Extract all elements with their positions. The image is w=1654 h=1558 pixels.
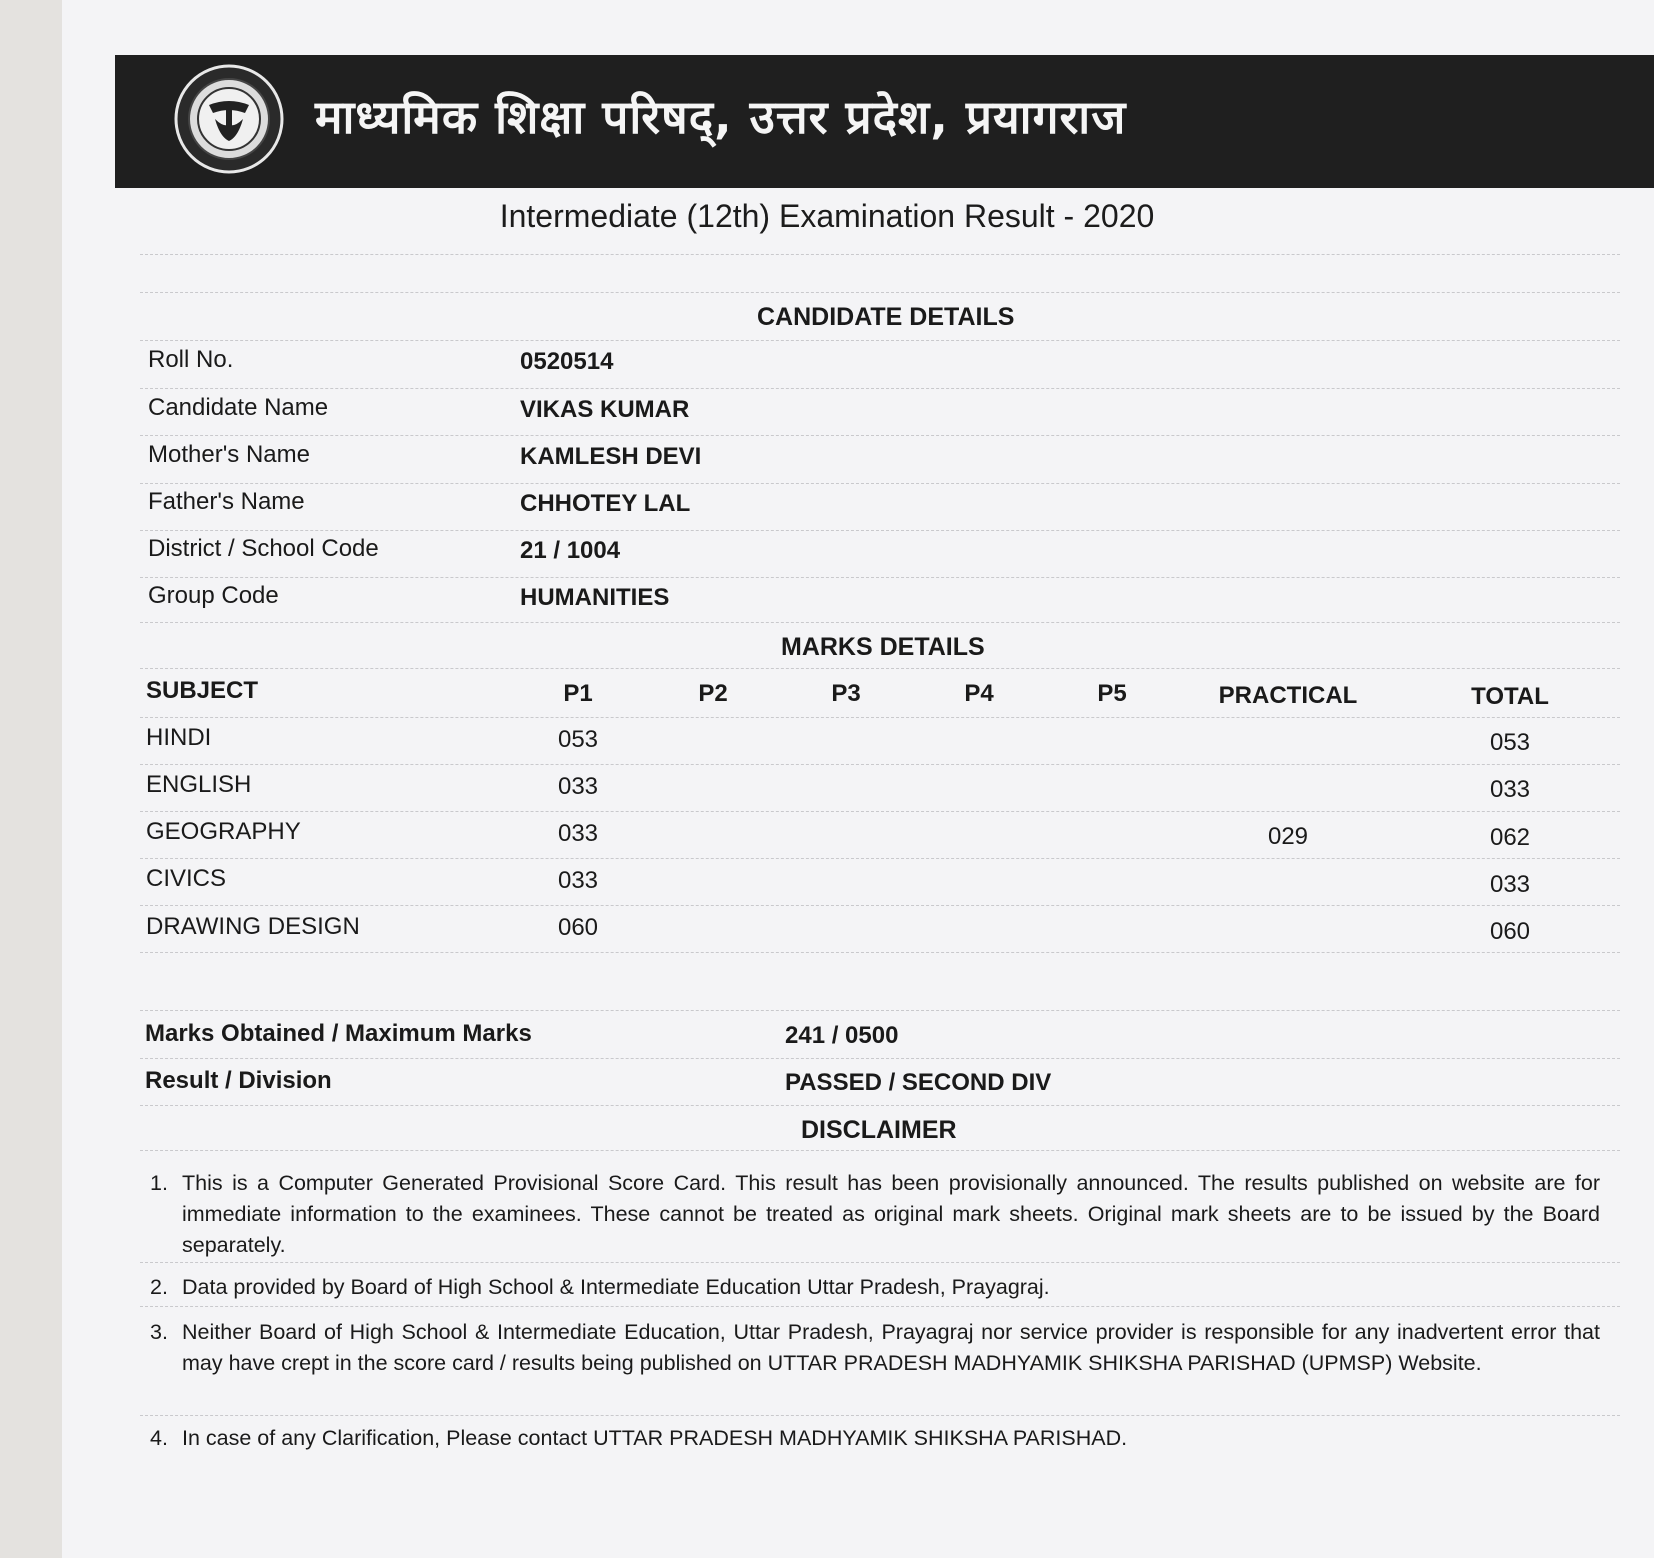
disclaimer-item [150, 1272, 1600, 1303]
disclaimer-item-text: Neither Board of High School & Intermediate Education, Uttar Pradesh, Prayagraj nor service provider is responsible for any inadvertent error that may have crept in the score card / results being published on UTTAR PRADESH MADHYAMIK SHIKSHA PARISHAD (UPMSP) Website. [182, 1320, 1600, 1375]
marks-obtained-value: 241 / 0500 [785, 1022, 899, 1049]
table-cell-total: 033 [1489, 871, 1531, 898]
group-code-value: HUMANITIES [520, 584, 670, 611]
col-header-practical: PRACTICAL [1218, 682, 1358, 709]
exam-title: Intermediate (12th) Examination Result - 2020 [499, 198, 1155, 234]
disclaimer-item-text: Data provided by Board of High School & Intermediate Education Uttar Pradesh, Prayagraj. [182, 1275, 1050, 1299]
divider [140, 388, 1620, 389]
divider [140, 1010, 1620, 1011]
divider [140, 717, 1620, 718]
table-row-subject: GEOGRAPHY [146, 818, 301, 845]
table-row-subject: CIVICS [146, 865, 227, 892]
divider [140, 1415, 1620, 1416]
result-division-label: Result / Division [145, 1067, 332, 1094]
divider [140, 1105, 1620, 1106]
divider [140, 1306, 1620, 1307]
candidate-name-value: VIKAS KUMAR [520, 396, 690, 423]
result-division-value: PASSED / SECOND DIV [785, 1069, 1052, 1096]
table-row-subject: DRAWING DESIGN [146, 913, 360, 940]
table-row-subject: ENGLISH [146, 771, 252, 798]
divider [140, 858, 1620, 859]
roll-no-label: Roll No. [148, 346, 234, 373]
divider [140, 905, 1620, 906]
table-cell-total: 033 [1489, 776, 1531, 803]
header-banner [115, 55, 1654, 188]
divider [140, 1262, 1620, 1263]
disclaimer-heading: DISCLAIMER [801, 1116, 957, 1144]
divider [140, 483, 1620, 484]
district-school-code-value: 21 / 1004 [520, 537, 621, 564]
table-cell-p1: 033 [557, 820, 599, 847]
board-name-title: माध्यमिक शिक्षा परिषद्, उत्तर प्रदेश, प्रयागराज [315, 90, 1127, 144]
disclaimer-item-number: 4. [150, 1426, 168, 1450]
divider [140, 668, 1620, 669]
disclaimer-item [150, 1317, 1600, 1379]
mother-name-value: KAMLESH DEVI [520, 443, 702, 470]
table-cell-practical: 029 [1267, 823, 1309, 850]
disclaimer-item-number: 1. [150, 1171, 168, 1195]
table-cell-total: 053 [1489, 729, 1531, 756]
col-header-p1: P1 [563, 680, 593, 707]
table-row-subject: HINDI [146, 724, 212, 751]
table-cell-p1: 033 [557, 867, 599, 894]
roll-no-value: 0520514 [520, 348, 614, 375]
divider [140, 254, 1620, 255]
col-header-p2: P2 [698, 680, 728, 707]
table-cell-total: 062 [1489, 824, 1531, 851]
district-school-code-label: District / School Code [148, 535, 379, 562]
divider [140, 577, 1620, 578]
group-code-label: Group Code [148, 582, 279, 609]
divider [140, 1150, 1620, 1151]
table-cell-p1: 033 [557, 773, 599, 800]
divider [140, 622, 1620, 623]
divider [140, 952, 1620, 953]
disclaimer-item-text: In case of any Clarification, Please contact UTTAR PRADESH MADHYAMIK SHIKSHA PARISHAD. [182, 1426, 1128, 1450]
disclaimer-item-number: 3. [150, 1320, 168, 1344]
father-name-value: CHHOTEY LAL [520, 490, 691, 517]
candidate-name-label: Candidate Name [148, 394, 329, 421]
divider [140, 292, 1620, 293]
col-header-p3: P3 [831, 680, 861, 707]
col-header-p5: P5 [1097, 680, 1127, 707]
up-board-seal-icon [173, 63, 285, 175]
marks-obtained-label: Marks Obtained / Maximum Marks [145, 1020, 532, 1047]
table-cell-total: 060 [1489, 918, 1531, 945]
table-cell-p1: 053 [557, 726, 599, 753]
marks-details-heading: MARKS DETAILS [781, 633, 985, 661]
col-header-total: TOTAL [1471, 683, 1549, 710]
divider [140, 811, 1620, 812]
disclaimer-item [150, 1168, 1600, 1261]
divider [140, 435, 1620, 436]
disclaimer-item [150, 1423, 1600, 1454]
col-header-subject: SUBJECT [146, 677, 259, 704]
father-name-label: Father's Name [148, 488, 305, 515]
col-header-p4: P4 [964, 680, 994, 707]
divider [140, 340, 1620, 341]
table-cell-p1: 060 [557, 914, 599, 941]
divider [140, 530, 1620, 531]
divider [140, 764, 1620, 765]
disclaimer-item-text: This is a Computer Generated Provisional Score Card. This result has been provisionally announced. The results published on website are for immediate information to the examinees. These cannot be treated as original mark sheets. Original mark sheets are to be issued by the Board separately. [182, 1171, 1600, 1257]
candidate-details-heading: CANDIDATE DETAILS [757, 303, 1015, 331]
divider [140, 1058, 1620, 1059]
disclaimer-item-number: 2. [150, 1275, 168, 1299]
mother-name-label: Mother's Name [148, 441, 310, 468]
